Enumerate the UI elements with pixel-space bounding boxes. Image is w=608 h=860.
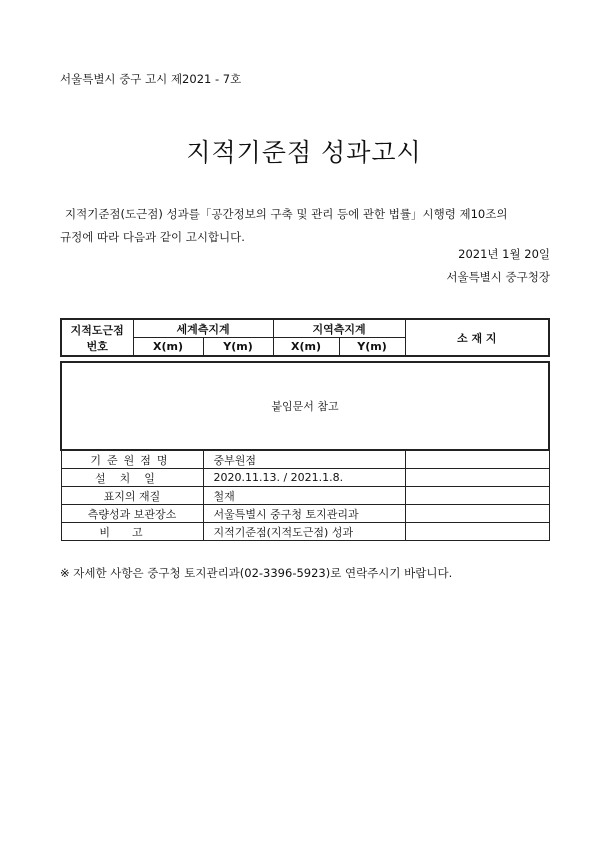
row-empty-origin	[405, 450, 549, 469]
contact-note: ※ 자세한 사항은 중구청 토지관리과(02-3396-5923)로 연락주시기 바랍니다.	[60, 566, 453, 580]
header-world-x: X(m)	[133, 338, 203, 357]
notice-number: 서울특별시 중구 고시 제2021 - 7호	[60, 72, 242, 86]
header-regional-y: Y(m)	[339, 338, 405, 357]
body-paragraph	[60, 203, 553, 249]
row-value-storage: 서울특별시 중구청 토지관리과	[203, 505, 405, 523]
issuer: 서울특별시 중구청장	[446, 270, 550, 284]
header-point-number-line1: 지적도근점	[70, 323, 124, 337]
row-label-origin: 기준원점명	[61, 450, 203, 469]
row-value-material: 철재	[203, 487, 405, 505]
row-value-remarks: 지적기준점(지적도근점) 성과	[203, 523, 405, 541]
header-world-y: Y(m)	[203, 338, 273, 357]
row-empty-storage	[405, 505, 549, 523]
document-title: 지적기준점 성과고시	[186, 138, 422, 167]
header-location: 소 재 지	[405, 319, 549, 356]
row-label-storage: 측량성과 보관장소	[61, 505, 203, 523]
row-empty-material	[405, 487, 549, 505]
survey-results-table	[60, 318, 550, 541]
header-point-number	[61, 319, 133, 356]
body-line-1: 지적기준점(도근점) 성과를「공간정보의 구축 및 관리 등에 관한 법률」시행령 제10조의	[65, 207, 508, 221]
row-value-origin: 중부원점	[203, 450, 405, 469]
header-regional-x: X(m)	[273, 338, 339, 357]
row-empty-remarks	[405, 523, 549, 541]
header-regional-datum: 지역측지계	[273, 319, 405, 338]
row-label-remarks: 비고	[61, 523, 203, 541]
attachment-reference: 붙임문서 참고	[61, 362, 549, 450]
row-label-install-date: 설치일	[61, 469, 203, 487]
row-value-install-date: 2020.11.13. / 2021.1.8.	[203, 469, 405, 487]
row-label-material: 표지의 재질	[61, 487, 203, 505]
header-point-number-line2: 번호	[86, 339, 108, 353]
body-line-2: 규정에 따라 다음과 같이 고시합니다.	[60, 230, 245, 244]
row-empty-install-date	[405, 469, 549, 487]
issue-date: 2021년 1월 20일	[458, 247, 550, 261]
header-world-datum: 세계측지계	[133, 319, 273, 338]
